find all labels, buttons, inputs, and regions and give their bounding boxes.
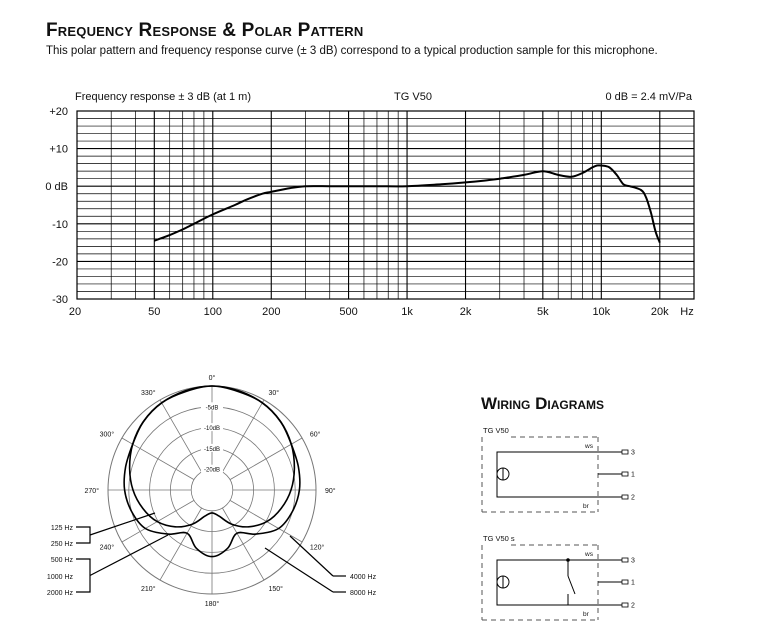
polar-radial-label: -15dB [203, 446, 221, 453]
fr-subtitle-left: Frequency response ± 3 dB (at 1 m) [75, 91, 252, 103]
wiring-wire-label-bottom: br [583, 611, 589, 618]
fr-y-tick-label: -30 [52, 294, 68, 306]
fr-x-ticks [69, 306, 669, 318]
polar-legend-label: 2000 Hz [46, 590, 73, 597]
wiring-pin-label: 1 [631, 471, 635, 479]
polar-angle-label: 240° [99, 544, 115, 552]
polar-legend-bracket [76, 559, 90, 592]
fr-x-tick-label: 10k [592, 306, 611, 318]
wiring-diagram [482, 426, 635, 512]
fr-x-axis-label: Hz [680, 306, 694, 318]
fr-x-tick-label: 500 [339, 306, 358, 318]
fr-y-tick-label: +20 [49, 106, 68, 118]
wiring-switch-blade [568, 576, 575, 594]
fr-y-ticks [45, 106, 68, 306]
wiring-label: TG V50 [483, 426, 509, 435]
fr-title: TG V50 [394, 91, 432, 103]
polar-angle-label: 270° [84, 488, 99, 495]
polar-spoke [222, 508, 264, 580]
fr-x-tick-label: 1k [401, 306, 413, 318]
polar-radial-label: -5dB [205, 405, 219, 412]
polar-legend-label: 250 Hz [50, 541, 73, 548]
wiring-pin [622, 472, 628, 476]
polar-angle-label: 0° [208, 375, 216, 382]
polar-pattern-chart [47, 374, 377, 608]
polar-legend-label: 1000 Hz [46, 574, 73, 581]
wiring-top-wire [497, 452, 622, 462]
wiring-bottom-wire [497, 486, 622, 497]
polar-angle-label: 210° [141, 585, 156, 593]
wiring-pin [622, 558, 628, 562]
wiring-diagrams [482, 426, 635, 620]
polar-radial-label: -20dB [203, 467, 221, 474]
fr-y-tick-label: -20 [52, 256, 68, 269]
wiring-top-wire [497, 560, 622, 570]
wiring-pin [622, 580, 628, 584]
polar-spoke [160, 400, 202, 472]
page-heading: Frequency Response & Polar Pattern [46, 20, 364, 41]
fr-x-tick-label: 20 [68, 306, 82, 318]
polar-angle-label: 120° [309, 544, 325, 552]
page-subtitle: This polar pattern and frequency response curve (± 3 dB) correspond to a typical production sample for this microphone. [46, 45, 658, 57]
fr-y-tick-label: -10 [52, 218, 68, 231]
polar-angle-label: 150° [268, 585, 283, 593]
fr-y-tick-label: 0 dB [45, 181, 68, 194]
wiring-pin-label: 2 [631, 494, 635, 502]
wiring-pin [622, 450, 628, 454]
polar-legend-bracket [76, 527, 90, 543]
polar-grid [108, 386, 316, 594]
wiring-wire-label-bottom: br [583, 503, 589, 510]
polar-legend-label: 125 Hz [50, 525, 73, 532]
polar-legend-label: 8000 Hz [350, 590, 377, 597]
polar-legend-leader [290, 536, 333, 576]
wiring-wire-label-top: ws [585, 443, 593, 450]
fr-x-tick-label: 200 [262, 306, 281, 318]
fr-x-tick-label: 5k [537, 306, 549, 318]
wiring-pin [622, 603, 628, 607]
wiring-label: TG V50 s [483, 534, 515, 543]
polar-spoke [160, 508, 202, 580]
wiring-pin-label: 2 [631, 602, 635, 610]
wiring-bottom-wire [497, 594, 622, 605]
polar-legend-leader [90, 535, 168, 576]
polar-legend-label: 4000 Hz [350, 574, 377, 581]
polar-angle-label: 300° [99, 431, 115, 439]
fr-x-tick-label: 2k [459, 306, 472, 318]
fr-x-tick-label: 20k [650, 306, 669, 318]
polar-spoke [222, 400, 264, 472]
wiring-pin-label: 1 [631, 579, 635, 587]
frequency-response-chart [45, 91, 694, 318]
polar-angle-label: 60° [309, 431, 321, 439]
fr-x-tick-label: 50 [148, 306, 161, 318]
polar-angle-label: 180° [204, 601, 220, 608]
polar-legend-label: 500 Hz [50, 557, 73, 564]
polar-angle-label: 30° [268, 390, 280, 398]
polar-radial-label: -10dB [203, 426, 221, 433]
fr-x-tick-label: 100 [203, 306, 222, 318]
fr-subtitle-right: 0 dB = 2.4 mV/Pa [605, 91, 692, 103]
wiring-diagram [482, 534, 635, 620]
polar-angle-label: 330° [141, 390, 156, 398]
polar-angle-label: 90° [325, 488, 336, 495]
wiring-pin-label: 3 [631, 557, 635, 565]
wiring-pin-label: 3 [631, 449, 635, 457]
wiring-pin [622, 495, 628, 499]
wiring-heading: Wiring Diagrams [481, 394, 605, 413]
wiring-wire-label-top: ws [585, 551, 593, 558]
fr-y-tick-label: +10 [49, 143, 68, 156]
fr-grid [77, 111, 694, 299]
polar-legend-leader [90, 513, 155, 535]
polar-ring [191, 469, 233, 511]
